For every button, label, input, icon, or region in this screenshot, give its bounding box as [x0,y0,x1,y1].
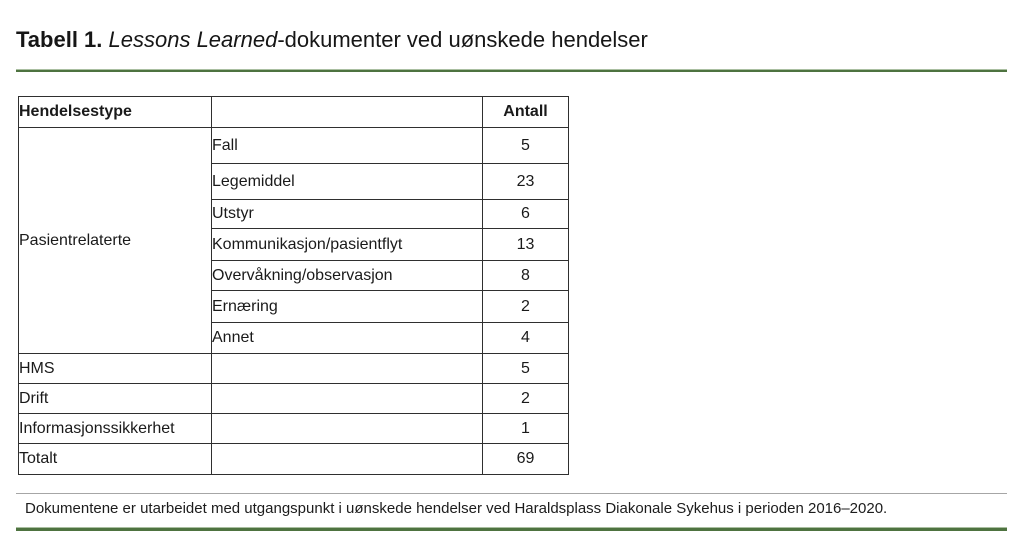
bottom-green-rule [16,527,1007,531]
table-row [19,128,569,164]
top-green-rule [16,69,1007,72]
count-cell: 5 [483,354,569,384]
subcategory-cell: Kommunikasjon/pasientflyt [212,229,483,261]
count-cell: 13 [483,229,569,261]
table-row [19,444,569,475]
count-cell: 2 [483,291,569,323]
subcategory-cell: Annet [212,323,483,354]
column-header-hendelsestype: Hendelsestype [19,97,212,128]
column-header-empty [212,97,483,128]
event-type-cell: Totalt [19,444,212,475]
event-type-cell: HMS [19,354,212,384]
table-row [19,354,569,384]
subcategory-cell: Overvåkning/observasjon [212,261,483,291]
lessons-learned-table [18,96,569,475]
empty-cell [212,414,483,444]
table-caption-number: Tabell 1. [16,27,103,52]
count-cell: 2 [483,384,569,414]
count-cell: 4 [483,323,569,354]
table-caption-italic: Lessons Learned [102,27,278,52]
subcategory-cell: Utstyr [212,200,483,229]
subcategory-cell: Ernæring [212,291,483,323]
table-row [19,414,569,444]
count-cell: 23 [483,164,569,200]
count-cell: 69 [483,444,569,475]
group-label-pasientrelaterte: Pasientrelaterte [19,128,212,354]
count-cell: 1 [483,414,569,444]
footnote-separator-rule [16,493,1007,494]
table-row [19,384,569,414]
count-cell: 6 [483,200,569,229]
subcategory-cell: Legemiddel [212,164,483,200]
event-type-cell: Drift [19,384,212,414]
empty-cell [212,384,483,414]
table-caption [16,26,648,54]
table-caption-rest: -dokumenter ved uønskede hendelser [277,27,648,52]
empty-cell [212,354,483,384]
column-header-antall: Antall [483,97,569,128]
table-header-row [19,97,569,128]
empty-cell [212,444,483,475]
count-cell: 8 [483,261,569,291]
table-footnote: Dokumentene er utarbeidet med utgangspunkt i uønskede hendelser ved Haraldsplass Diakonale Sykehus i perioden 2016–2020. [25,500,888,517]
event-type-cell: Informasjonssikkerhet [19,414,212,444]
subcategory-cell: Fall [212,128,483,164]
count-cell: 5 [483,128,569,164]
